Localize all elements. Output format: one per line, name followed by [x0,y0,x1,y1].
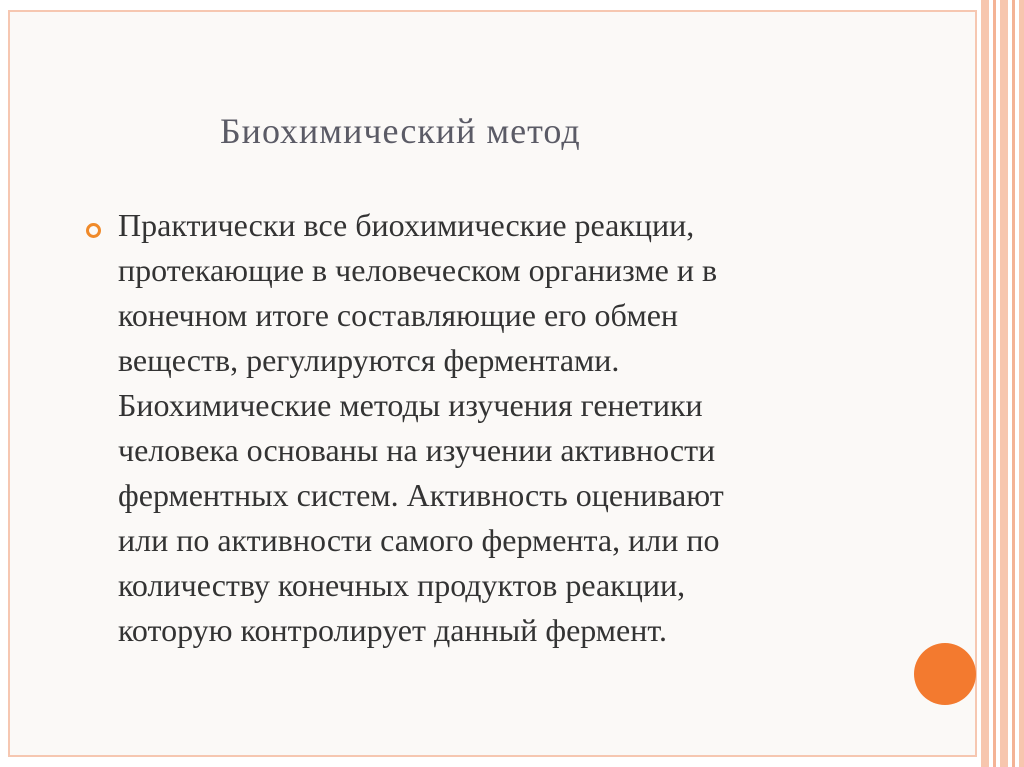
bullet-text-line: человека основаны на изучении активности [118,432,716,468]
bullet-text-line: количеству конечных продуктов реакции, [118,567,686,603]
bullet-text-line: которую контролирует данный фермент. [118,612,667,648]
circle-bullet-icon [86,223,101,238]
decorative-stripe [1000,0,1008,767]
decorative-stripe [993,0,996,767]
bullet-text-line: или по активности самого фермента, или по [118,522,720,558]
bullet-text-line: веществ, регулируются ферментами. [118,342,620,378]
decorative-stripe [981,0,989,767]
decorative-stripe [1012,0,1015,767]
bullet-paragraph [118,203,918,653]
bullet-text-line: конечном итоге составляющие его обмен [118,297,679,333]
bullet-text-line: протекающие в человеческом организме и в [118,252,718,288]
bullet-text-line: Биохимические методы изучения генетики [118,387,703,423]
bullet-text-line: ферментных систем. Активность оценивают [118,477,724,513]
slide-title: Биохимический метод [220,111,581,151]
orange-circle-icon [914,643,976,705]
decorative-stripe [1019,0,1024,767]
bullet-text-line: Практически все биохимические реакции, [118,207,695,243]
